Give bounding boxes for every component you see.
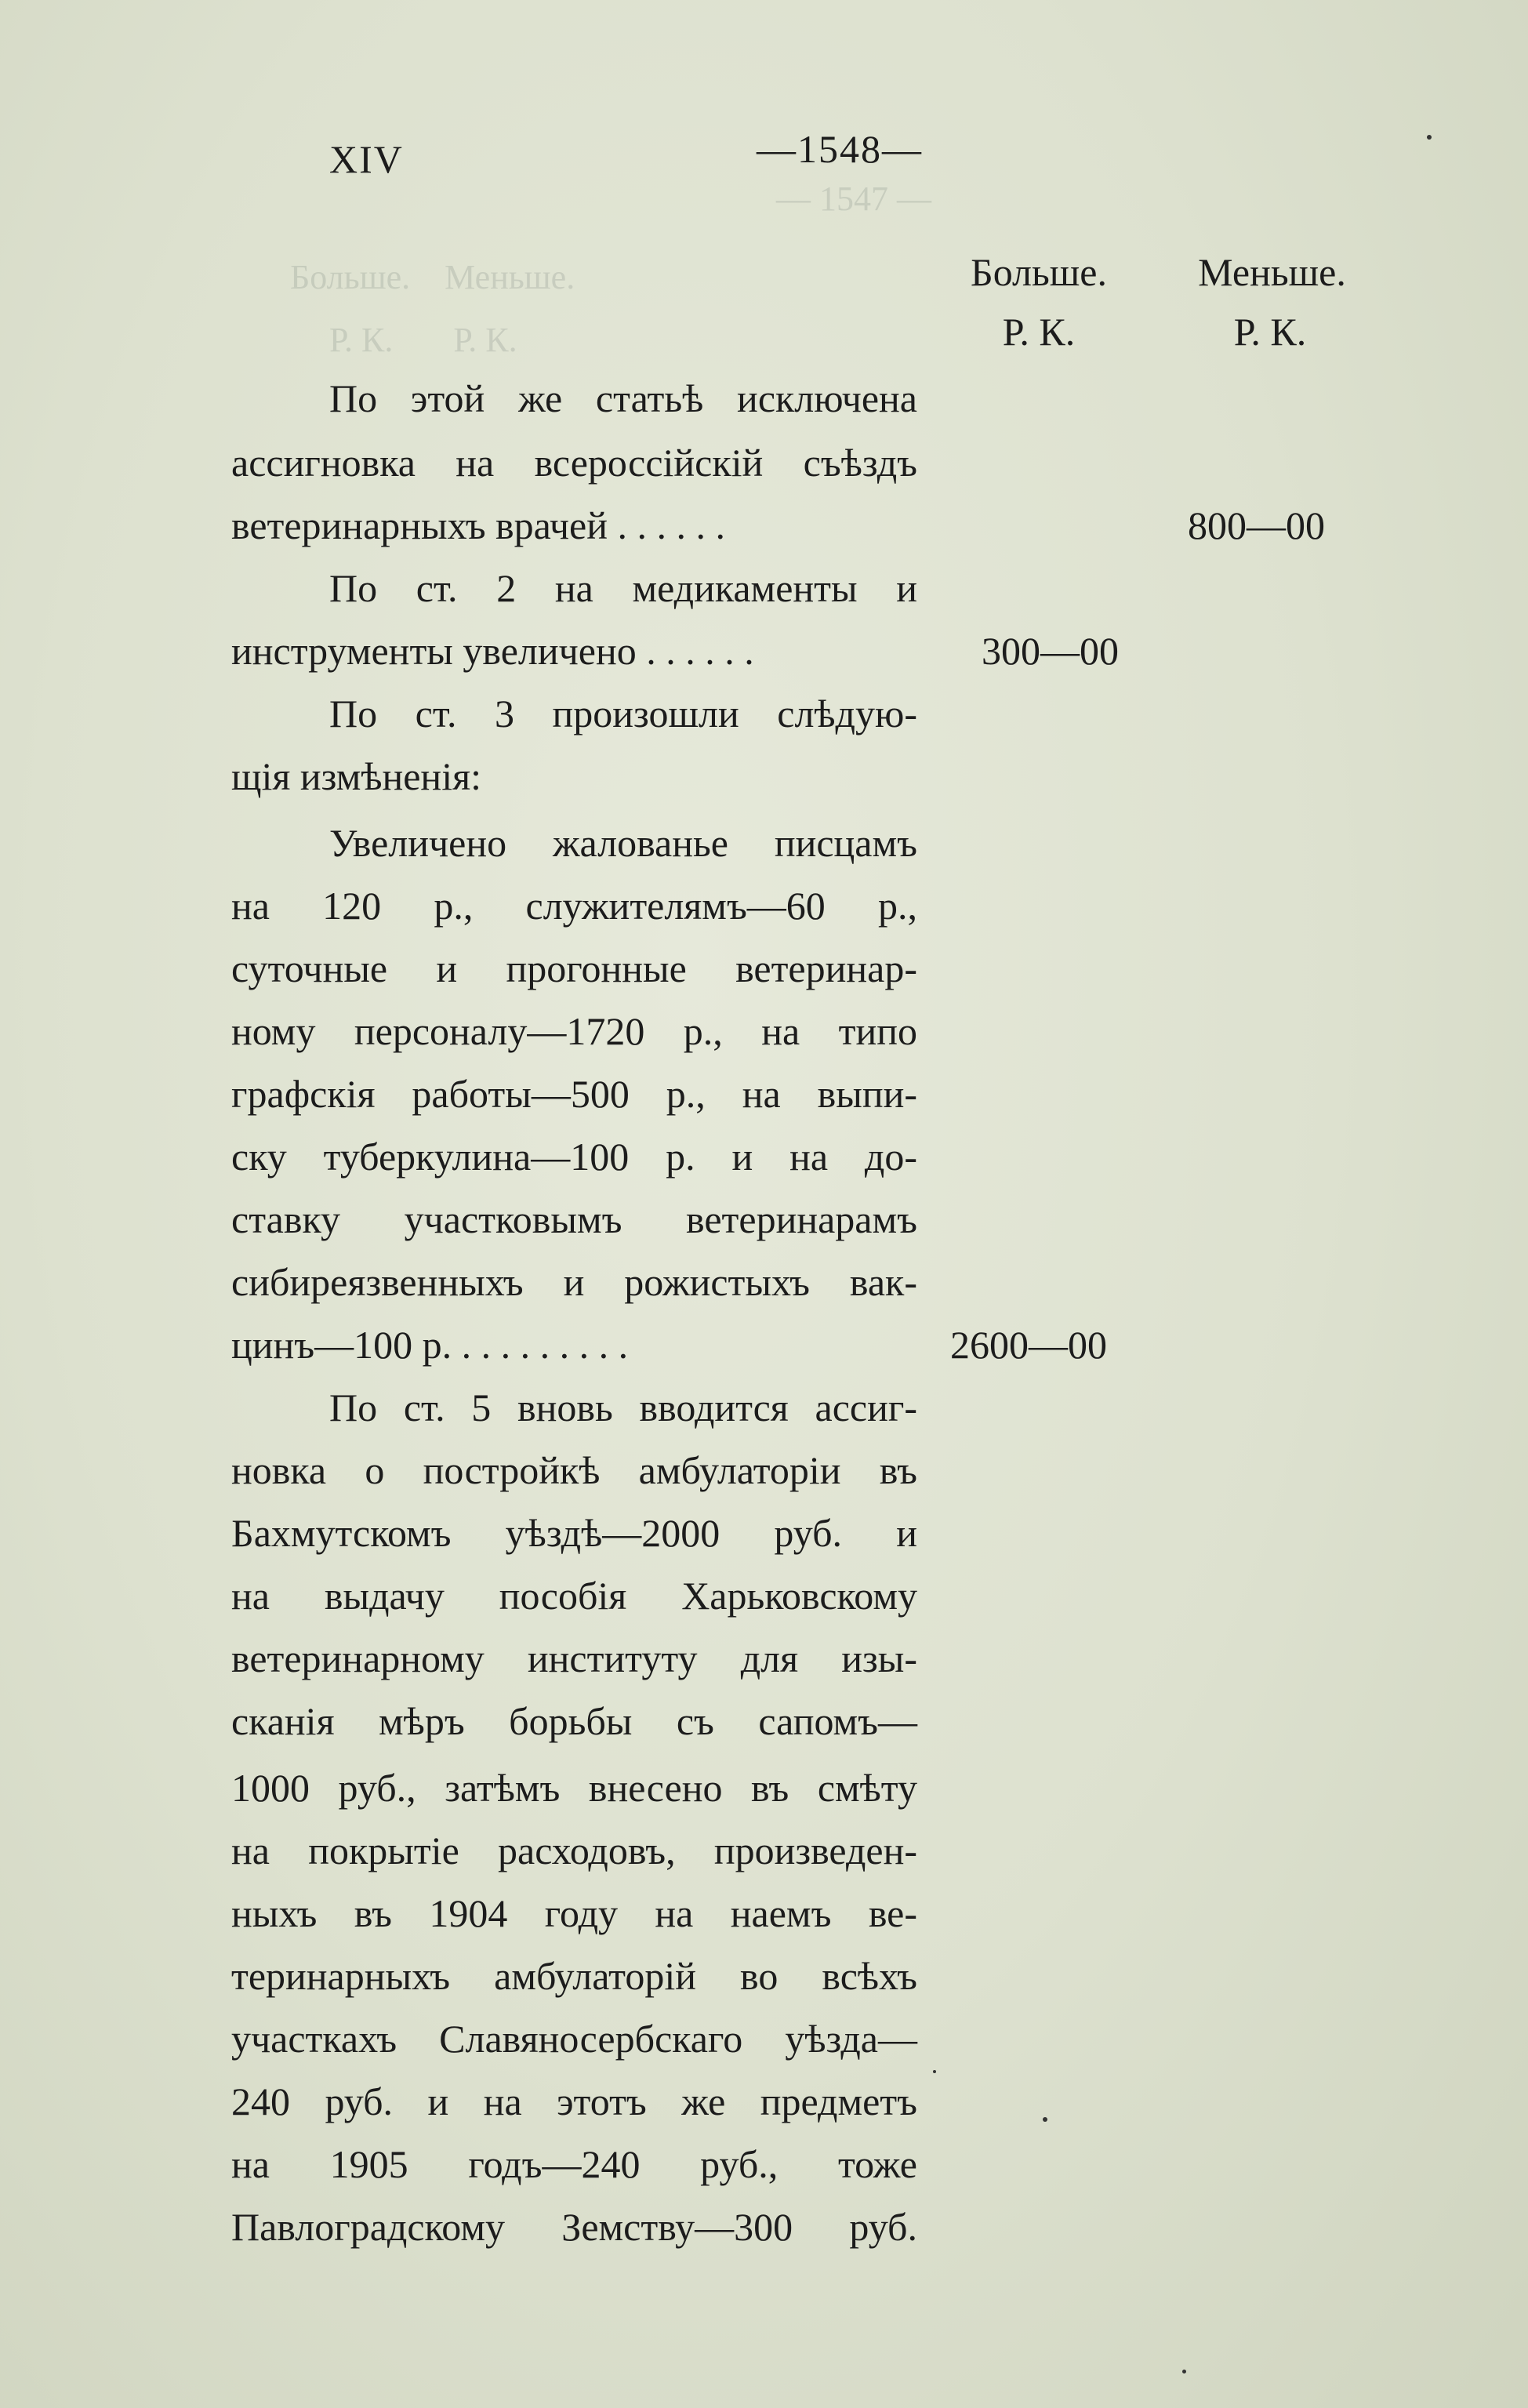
text-line: сканія мѣръ борьбы съ сапомъ— xyxy=(231,1699,917,1743)
text-line: Бахмутскомъ уѣздѣ—2000 руб. и xyxy=(231,1511,917,1555)
text-line: 1000 руб., затѣмъ внесено въ смѣту xyxy=(231,1766,917,1810)
text-line: на покрытіе расходовъ, произведен- xyxy=(231,1829,917,1872)
text-line: ветеринарному институту для изы- xyxy=(231,1636,917,1680)
paper-speck xyxy=(933,2070,936,2073)
column-more-units: Р. К. xyxy=(1002,310,1076,354)
text-line: инструменты увеличено . . . . . . xyxy=(231,629,754,673)
text-line: на 120 р., служителямъ—60 р., xyxy=(231,884,917,928)
text-line: 240 руб. и на этотъ же предметъ xyxy=(231,2079,917,2123)
paper-speck xyxy=(1427,135,1432,140)
text-line: ассигновка на всероссійскій съѣздъ xyxy=(231,441,917,485)
bleed-through-column-heads: Больше. Меньше. xyxy=(290,258,575,296)
bleed-through-column-units: Р. К. Р. К. xyxy=(329,321,517,359)
page-number: —1548— xyxy=(757,127,923,171)
text-line: участкахъ Славяносербскаго уѣзда— xyxy=(231,2017,917,2061)
column-less-label: Меньше. xyxy=(1198,250,1346,294)
section-numeral: XIV xyxy=(329,137,404,181)
amount-congress-less: 800—00 xyxy=(1188,503,1325,547)
text-line: Увеличено жалованье писцамъ xyxy=(329,821,917,865)
text-line: По ст. 3 произошли слѣдую- xyxy=(329,692,917,735)
text-line: По этой же статьѣ исключена xyxy=(329,376,917,420)
column-less-units: Р. К. xyxy=(1233,310,1307,354)
text-line: По ст. 2 на медикаменты и xyxy=(329,566,917,610)
text-line: щія измѣненія: xyxy=(231,754,481,798)
text-line: Павлоградскому Земству—300 руб. xyxy=(231,2205,917,2249)
bleed-through-page-number: — 1547 — xyxy=(776,180,931,218)
text-line: ску туберкулина—100 р. и на до- xyxy=(231,1135,917,1179)
paper-speck xyxy=(1182,2370,1186,2373)
text-line: ныхъ въ 1904 году на наемъ ве- xyxy=(231,1891,917,1935)
amount-article3-more: 2600—00 xyxy=(950,1323,1107,1367)
amount-medicines-more: 300—00 xyxy=(982,629,1119,673)
text-line: теринарныхъ амбулаторій во всѣхъ xyxy=(231,1954,917,1998)
text-line: ветеринарныхъ врачей . . . . . . xyxy=(231,503,725,547)
text-line: ставку участковымъ ветеринарамъ xyxy=(231,1197,917,1241)
text-line: По ст. 5 вновь вводится ассиг- xyxy=(329,1386,917,1429)
text-line: цинъ—100 р. . . . . . . . . . xyxy=(231,1323,629,1367)
text-line: графскія работы—500 р., на выпи- xyxy=(231,1072,917,1116)
text-line: суточные и прогонные ветеринар- xyxy=(231,946,917,990)
text-line: сибиреязвенныхъ и рожистыхъ вак- xyxy=(231,1260,917,1304)
text-line: ному персоналу—1720 р., на типо xyxy=(231,1009,917,1053)
paper-speck xyxy=(1043,2117,1047,2122)
text-line: на 1905 годъ—240 руб., тоже xyxy=(231,2142,917,2186)
column-more-label: Больше. xyxy=(971,250,1107,294)
text-line: на выдачу пособія Харьковскому xyxy=(231,1574,917,1618)
text-line: новка о постройкѣ амбулаторіи въ xyxy=(231,1448,917,1492)
